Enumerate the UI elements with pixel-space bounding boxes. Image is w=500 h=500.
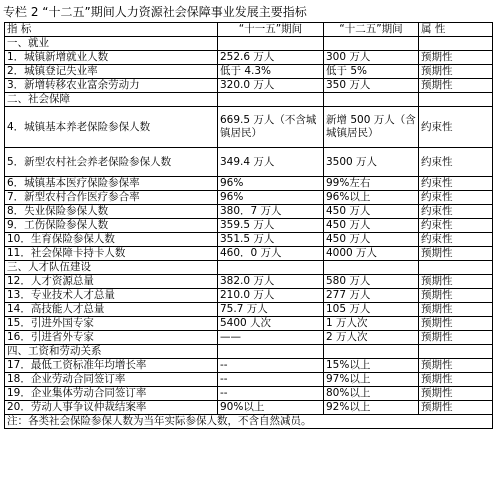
cell-twelfth: 15%以上: [324, 359, 419, 373]
header-twelfth: “十二五”期间: [324, 23, 419, 37]
cell-attribute: 预期性: [419, 387, 493, 401]
cell-indicator: 1．城镇新增就业人数: [5, 51, 218, 65]
cell-eleventh: 351.5 万人: [218, 233, 324, 247]
cell-indicator: 一、就业: [5, 37, 218, 51]
cell-indicator: 7．新型农村合作医疗参合率: [5, 191, 218, 205]
table-row: [5, 65, 493, 79]
cell-twelfth: 3500 万人: [324, 148, 419, 177]
cell-eleventh: 669.5 万人（不含城镇居民）: [218, 107, 324, 148]
table-row: [5, 37, 493, 51]
cell-attribute: 约束性: [419, 233, 493, 247]
cell-eleventh: 96%: [218, 191, 324, 205]
table-row: [5, 289, 493, 303]
table-row: [5, 345, 493, 359]
cell-attribute: [419, 37, 493, 51]
table-row: [5, 401, 493, 415]
table-row: [5, 219, 493, 233]
cell-eleventh: --: [218, 373, 324, 387]
cell-eleventh: 5400 人次: [218, 317, 324, 331]
cell-twelfth: 99%左右: [324, 177, 419, 191]
cell-eleventh: 低于 4.3%: [218, 65, 324, 79]
cell-indicator: 20．劳动人事争议仲裁结案率: [5, 401, 218, 415]
cell-eleventh: 320.0 万人: [218, 79, 324, 93]
cell-attribute: [419, 261, 493, 275]
cell-attribute: 预期性: [419, 359, 493, 373]
cell-eleventh: 359.5 万人: [218, 219, 324, 233]
table-row: [5, 191, 493, 205]
cell-indicator: 三、人才队伍建设: [5, 261, 218, 275]
cell-eleventh: ——: [218, 331, 324, 345]
cell-indicator: 9．工伤保险参保人数: [5, 219, 218, 233]
cell-twelfth: 低于 5%: [324, 65, 419, 79]
table-row: [5, 317, 493, 331]
cell-indicator: 四、工资和劳动关系: [5, 345, 218, 359]
cell-eleventh: 252.6 万人: [218, 51, 324, 65]
table-row: [5, 205, 493, 219]
table-row: [5, 79, 493, 93]
cell-twelfth: [324, 93, 419, 107]
cell-twelfth: 450 万人: [324, 219, 419, 233]
table-row: [5, 387, 493, 401]
table-note: 注：各类社会保险参保人数为当年实际参保人数，不含自然减员。: [5, 415, 493, 429]
cell-attribute: 约束性: [419, 205, 493, 219]
header-indicator: 指 标: [5, 23, 218, 37]
cell-eleventh: [218, 261, 324, 275]
cell-eleventh: [218, 345, 324, 359]
cell-twelfth: 277 万人: [324, 289, 419, 303]
cell-attribute: 预期性: [419, 317, 493, 331]
cell-attribute: 预期性: [419, 289, 493, 303]
cell-indicator: 12．人才资源总量: [5, 275, 218, 289]
cell-eleventh: 75.7 万人: [218, 303, 324, 317]
table-row: [5, 275, 493, 289]
cell-attribute: 约束性: [419, 191, 493, 205]
table-row: [5, 93, 493, 107]
cell-twelfth: 1 万人次: [324, 317, 419, 331]
cell-attribute: [419, 93, 493, 107]
cell-attribute: 约束性: [419, 219, 493, 233]
cell-twelfth: 580 万人: [324, 275, 419, 289]
cell-indicator: 二、社会保障: [5, 93, 218, 107]
table-row: [5, 177, 493, 191]
cell-eleventh: 96%: [218, 177, 324, 191]
table-row: [5, 373, 493, 387]
cell-attribute: 预期性: [419, 401, 493, 415]
cell-eleventh: 349.4 万人: [218, 148, 324, 177]
cell-eleventh: 380．7 万人: [218, 205, 324, 219]
table-row: [5, 107, 493, 148]
cell-twelfth: 450 万人: [324, 233, 419, 247]
table-row: [5, 331, 493, 345]
cell-indicator: 4．城镇基本养老保险参保人数: [5, 107, 218, 148]
cell-attribute: 预期性: [419, 373, 493, 387]
cell-twelfth: 2 万人次: [324, 331, 419, 345]
cell-eleventh: 460．0 万人: [218, 247, 324, 261]
cell-twelfth: 300 万人: [324, 51, 419, 65]
cell-indicator: 17．最低工资标准年均增长率: [5, 359, 218, 373]
header-eleventh: “十一五”期间: [218, 23, 324, 37]
cell-indicator: 2．城镇登记失业率: [5, 65, 218, 79]
cell-attribute: 约束性: [419, 148, 493, 177]
indicators-table: [4, 22, 493, 429]
table-row: [5, 303, 493, 317]
cell-attribute: 预期性: [419, 51, 493, 65]
cell-attribute: 预期性: [419, 275, 493, 289]
cell-attribute: 预期性: [419, 303, 493, 317]
cell-twelfth: 4000 万人: [324, 247, 419, 261]
cell-indicator: 13．专业技术人才总量: [5, 289, 218, 303]
table-row: [5, 261, 493, 275]
table-row: [5, 233, 493, 247]
cell-indicator: 15．引进外国专家: [5, 317, 218, 331]
cell-indicator: 10．生育保险参保人数: [5, 233, 218, 247]
cell-attribute: 约束性: [419, 107, 493, 148]
cell-indicator: 5．新型农村社会养老保险参保人数: [5, 148, 218, 177]
cell-twelfth: 92%以上: [324, 401, 419, 415]
table-note-row: [5, 415, 493, 429]
cell-twelfth: [324, 261, 419, 275]
cell-eleventh: [218, 37, 324, 51]
cell-twelfth: 350 万人: [324, 79, 419, 93]
table-row: [5, 247, 493, 261]
cell-indicator: 6．城镇基本医疗保险参保率: [5, 177, 218, 191]
table-row: [5, 148, 493, 177]
cell-indicator: 19．企业集体劳动合同签订率: [5, 387, 218, 401]
cell-eleventh: 382.0 万人: [218, 275, 324, 289]
cell-eleventh: 90%以上: [218, 401, 324, 415]
header-attribute: 属 性: [419, 23, 493, 37]
cell-indicator: 18．企业劳动合同签订率: [5, 373, 218, 387]
cell-indicator: 11．社会保障卡持卡人数: [5, 247, 218, 261]
cell-indicator: 14．高技能人才总量: [5, 303, 218, 317]
cell-attribute: 预期性: [419, 331, 493, 345]
cell-twelfth: 80%以上: [324, 387, 419, 401]
cell-twelfth: 新增 500 万人（含城镇居民）: [324, 107, 419, 148]
cell-twelfth: 105 万人: [324, 303, 419, 317]
cell-twelfth: [324, 37, 419, 51]
cell-eleventh: 210.0 万人: [218, 289, 324, 303]
cell-attribute: 预期性: [419, 79, 493, 93]
cell-attribute: [419, 345, 493, 359]
cell-attribute: 预期性: [419, 247, 493, 261]
cell-twelfth: 96%以上: [324, 191, 419, 205]
cell-twelfth: [324, 345, 419, 359]
cell-twelfth: 97%以上: [324, 373, 419, 387]
cell-indicator: 3．新增转移农业富余劳动力: [5, 79, 218, 93]
document-title: 专栏 2 “十二五”期间人力资源社会保障事业发展主要指标: [3, 5, 307, 19]
table-row: [5, 359, 493, 373]
cell-eleventh: --: [218, 359, 324, 373]
cell-twelfth: 450 万人: [324, 205, 419, 219]
cell-eleventh: [218, 93, 324, 107]
cell-attribute: 约束性: [419, 177, 493, 191]
cell-indicator: 8．失业保险参保人数: [5, 205, 218, 219]
table-header-row: [5, 23, 493, 37]
cell-indicator: 16．引进省外专家: [5, 331, 218, 345]
table-row: [5, 51, 493, 65]
cell-attribute: 预期性: [419, 65, 493, 79]
cell-eleventh: --: [218, 387, 324, 401]
